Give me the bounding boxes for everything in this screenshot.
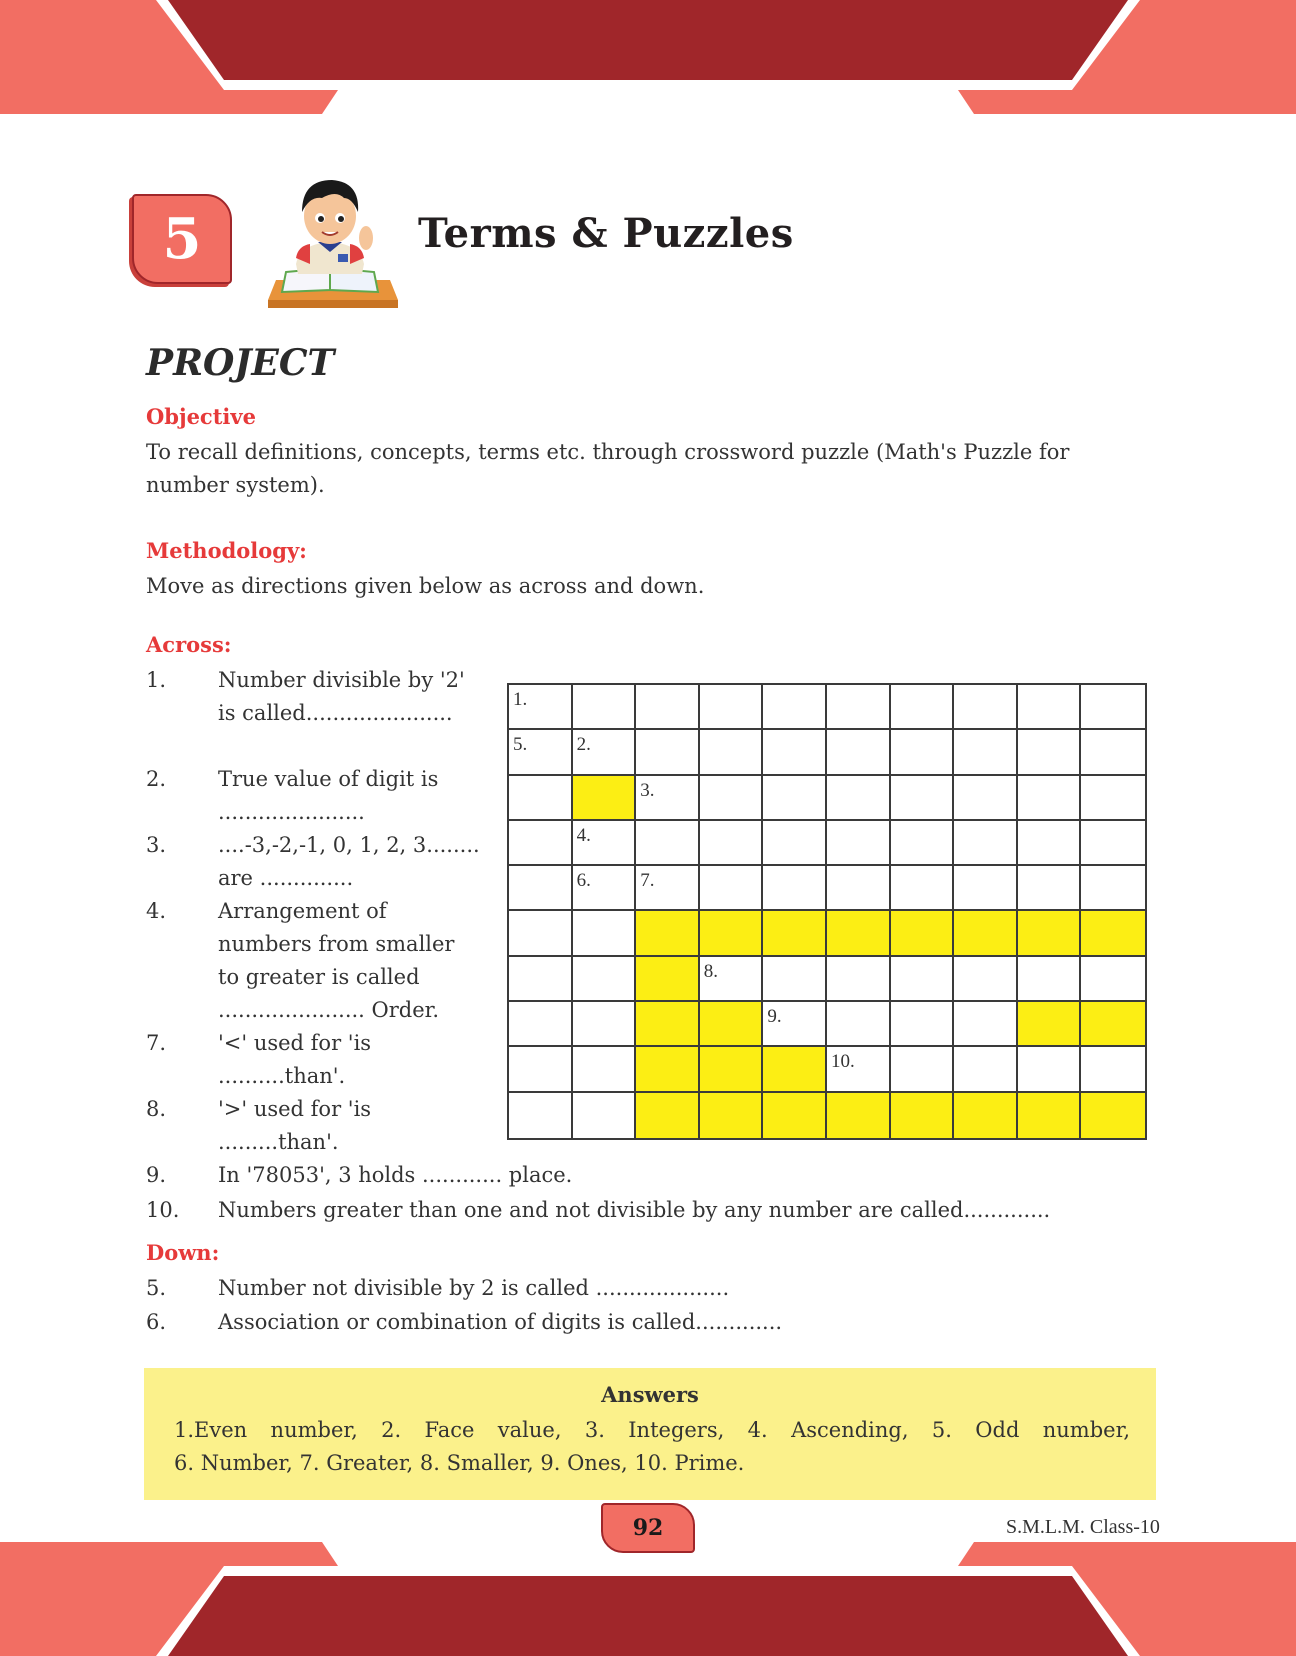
methodology-heading: Methodology: <box>146 538 307 563</box>
clue-number: 8. <box>146 1097 167 1121</box>
crossword-cell[interactable] <box>1081 821 1145 866</box>
cell-clue-number: 10. <box>830 1051 855 1073</box>
crossword-cell[interactable] <box>1081 1047 1145 1092</box>
crossword-cell-blocked <box>954 1093 1018 1138</box>
crossword-cell[interactable] <box>827 1002 891 1047</box>
crossword-cell[interactable] <box>827 957 891 1002</box>
crossword-cell-blocked <box>1018 1002 1082 1047</box>
clue-text: In '78053', 3 holds ............ place. <box>218 1163 573 1187</box>
crossword-cell[interactable] <box>636 730 700 775</box>
crossword-cell[interactable] <box>954 730 1018 775</box>
page-number: 92 <box>601 1503 695 1553</box>
crossword-cell[interactable] <box>763 730 827 775</box>
top-banner <box>0 0 1296 114</box>
crossword-cell[interactable] <box>509 1093 573 1138</box>
crossword-cell[interactable] <box>573 957 637 1002</box>
crossword-cell-blocked <box>891 911 955 956</box>
clue-number: 9. <box>146 1163 167 1187</box>
across-clue-2 <box>146 763 480 829</box>
answers-box <box>144 1368 1156 1500</box>
cell-clue-number: 3. <box>640 779 655 801</box>
crossword-cell[interactable] <box>636 685 700 730</box>
clue-number: 2. <box>146 767 167 791</box>
crossword-cell[interactable] <box>891 957 955 1002</box>
crossword-cell[interactable] <box>573 911 637 956</box>
crossword-cell[interactable] <box>891 730 955 775</box>
across-clue-7 <box>146 1027 480 1093</box>
clue-text: True value of digit is ...................... <box>218 767 439 824</box>
clue-number: 3. <box>146 833 167 857</box>
crossword-cell[interactable] <box>700 821 764 866</box>
bottom-banner <box>0 1542 1296 1656</box>
crossword-cell[interactable] <box>573 730 637 775</box>
crossword-cell-blocked <box>763 1093 827 1138</box>
down-clue-6 <box>146 1306 782 1339</box>
crossword-grid <box>507 683 1147 1140</box>
crossword-cell[interactable] <box>827 685 891 730</box>
clue-text: Arrangement of numbers from smaller to greater is called ...................... Order. <box>218 899 455 1022</box>
crossword-cell-blocked <box>763 911 827 956</box>
across-clue-4 <box>146 895 480 1027</box>
crossword-cell[interactable] <box>827 866 891 911</box>
chapter-number-badge: 5 <box>132 194 232 284</box>
crossword-cell[interactable] <box>763 866 827 911</box>
across-heading: Across: <box>146 632 232 657</box>
boy-studying-illustration <box>262 168 400 310</box>
crossword-cell-blocked <box>700 1093 764 1138</box>
clue-number: 4. <box>146 899 167 923</box>
crossword-cell[interactable] <box>954 1002 1018 1047</box>
book-label: S.M.L.M. Class-10 <box>1006 1516 1160 1538</box>
chapter-title: Terms & Puzzles <box>418 210 794 257</box>
across-clue-10 <box>146 1194 1050 1227</box>
answers-line-1: 1.Even number, 2. Face value, 3. Integers, 4. Ascending, 5. Odd number, <box>174 1418 1130 1442</box>
crossword-cell[interactable] <box>763 957 827 1002</box>
crossword-cell-blocked <box>1018 1093 1082 1138</box>
crossword-cell[interactable] <box>509 821 573 866</box>
crossword-cell[interactable] <box>636 776 700 821</box>
crossword-cell-blocked <box>700 911 764 956</box>
cell-clue-number: 5. <box>513 734 528 756</box>
down-clue-5 <box>146 1272 729 1305</box>
section-title: PROJECT <box>146 342 335 384</box>
crossword-cell[interactable] <box>509 1047 573 1092</box>
crossword-cell-blocked <box>1081 1093 1145 1138</box>
crossword-cell[interactable] <box>891 1047 955 1092</box>
crossword-cell[interactable] <box>1081 730 1145 775</box>
clue-number: 6. <box>146 1310 167 1334</box>
crossword-cell[interactable] <box>1081 685 1145 730</box>
crossword-cell[interactable] <box>891 685 955 730</box>
crossword-cell[interactable] <box>891 1002 955 1047</box>
crossword-cell-blocked <box>636 1093 700 1138</box>
crossword-cell[interactable] <box>700 957 764 1002</box>
crossword-cell[interactable] <box>509 730 573 775</box>
crossword-cell[interactable] <box>573 685 637 730</box>
crossword-cell[interactable] <box>954 957 1018 1002</box>
cell-clue-number: 4. <box>576 824 591 846</box>
crossword-cell[interactable] <box>509 866 573 911</box>
cell-clue-number: 6. <box>576 870 591 892</box>
clue-text: ....-3,-2,-1, 0, 1, 2, 3........ are .............. <box>218 833 480 890</box>
methodology-text: Move as directions given below as across and down. <box>146 574 705 598</box>
crossword-cell[interactable] <box>827 776 891 821</box>
crossword-cell[interactable] <box>1018 866 1082 911</box>
across-clue-1 <box>146 664 480 730</box>
crossword-cell[interactable] <box>954 776 1018 821</box>
objective-heading: Objective <box>146 404 256 429</box>
crossword-cell[interactable] <box>827 821 891 866</box>
crossword-cell-blocked <box>636 911 700 956</box>
crossword-cell-blocked <box>827 1093 891 1138</box>
crossword-cell[interactable] <box>573 866 637 911</box>
crossword-cell[interactable] <box>509 957 573 1002</box>
crossword-cell-blocked <box>891 1093 955 1138</box>
cell-clue-number: 1. <box>513 689 528 710</box>
crossword-cell[interactable] <box>827 1047 891 1092</box>
crossword-cell[interactable] <box>636 866 700 911</box>
crossword-cell[interactable] <box>1018 685 1082 730</box>
crossword-cell[interactable] <box>573 821 637 866</box>
cell-clue-number: 9. <box>767 1006 782 1028</box>
crossword-cell-blocked <box>1018 911 1082 956</box>
clue-text: Number not divisible by 2 is called .................... <box>218 1276 730 1300</box>
crossword-cell[interactable] <box>891 776 955 821</box>
across-clue-3 <box>146 829 480 895</box>
crossword-cell[interactable] <box>509 1002 573 1047</box>
crossword-cell[interactable] <box>1081 776 1145 821</box>
clue-number: 7. <box>146 1031 167 1055</box>
crossword-cell-blocked <box>954 911 1018 956</box>
answers-line-2: 6. Number, 7. Greater, 8. Smaller, 9. Ones, 10. Prime. <box>174 1451 745 1475</box>
crossword-cell[interactable] <box>1081 957 1145 1002</box>
crossword-cell[interactable] <box>700 776 764 821</box>
clue-number: 5. <box>146 1276 167 1300</box>
crossword-cell-blocked <box>1081 1002 1145 1047</box>
crossword-cell[interactable] <box>763 1002 827 1047</box>
crossword-cell[interactable] <box>763 685 827 730</box>
crossword-cell[interactable] <box>954 1047 1018 1092</box>
cell-clue-number: 2. <box>576 734 591 756</box>
crossword-cell[interactable] <box>1018 730 1082 775</box>
crossword-cell[interactable] <box>891 821 955 866</box>
crossword-cell[interactable] <box>700 685 764 730</box>
crossword-cell-blocked <box>636 1047 700 1092</box>
crossword-cell[interactable] <box>573 1093 637 1138</box>
clue-text: Numbers greater than one and not divisible by any number are called............. <box>218 1198 1051 1222</box>
crossword-cell[interactable] <box>573 1002 637 1047</box>
objective-text: To recall definitions, concepts, terms etc. through crossword puzzle (Math's Puzzle for number system). <box>146 440 1070 497</box>
crossword-cell[interactable] <box>954 866 1018 911</box>
across-clue-9 <box>146 1159 572 1192</box>
crossword-cell[interactable] <box>700 866 764 911</box>
crossword-cell-blocked <box>763 1047 827 1092</box>
crossword-cell[interactable] <box>1018 776 1082 821</box>
crossword-cell[interactable] <box>954 821 1018 866</box>
crossword-cell[interactable] <box>1018 1047 1082 1092</box>
clue-text: '>' used for 'is .........than'. <box>218 1097 372 1154</box>
across-clue-8 <box>146 1093 480 1159</box>
crossword-cell[interactable] <box>1018 957 1082 1002</box>
clue-number: 10. <box>146 1198 180 1222</box>
crossword-cell-blocked <box>700 1002 764 1047</box>
crossword-cell[interactable] <box>509 776 573 821</box>
crossword-cell[interactable] <box>891 866 955 911</box>
crossword-cell-blocked <box>636 1002 700 1047</box>
crossword-cell-blocked <box>827 911 891 956</box>
crossword-cell-blocked <box>1081 911 1145 956</box>
answers-text <box>174 1414 1130 1480</box>
clue-text: Association or combination of digits is called............. <box>218 1310 783 1334</box>
answers-title: Answers <box>601 1382 699 1407</box>
cell-clue-number: 7. <box>640 870 655 892</box>
crossword-cell[interactable] <box>509 911 573 956</box>
clue-text: '<' used for 'is ..........than'. <box>218 1031 372 1088</box>
clue-number: 1. <box>146 668 167 692</box>
cell-clue-number: 8. <box>703 960 719 982</box>
crossword-cell[interactable] <box>700 730 764 775</box>
crossword-cell[interactable] <box>763 821 827 866</box>
crossword-cell-blocked <box>636 957 700 1002</box>
crossword-cell[interactable] <box>1081 866 1145 911</box>
crossword-cell[interactable] <box>1018 821 1082 866</box>
crossword-cell-blocked <box>700 1047 764 1092</box>
crossword-cell[interactable] <box>573 1047 637 1092</box>
down-heading: Down: <box>146 1240 220 1265</box>
crossword-cell[interactable] <box>954 685 1018 730</box>
clue-text: Number divisible by '2' is called...................... <box>218 668 465 725</box>
crossword-cell[interactable] <box>827 730 891 775</box>
crossword-cell[interactable] <box>763 776 827 821</box>
crossword-cell-blocked <box>573 776 637 821</box>
crossword-cell[interactable] <box>509 685 573 730</box>
crossword-cell[interactable] <box>636 821 700 866</box>
